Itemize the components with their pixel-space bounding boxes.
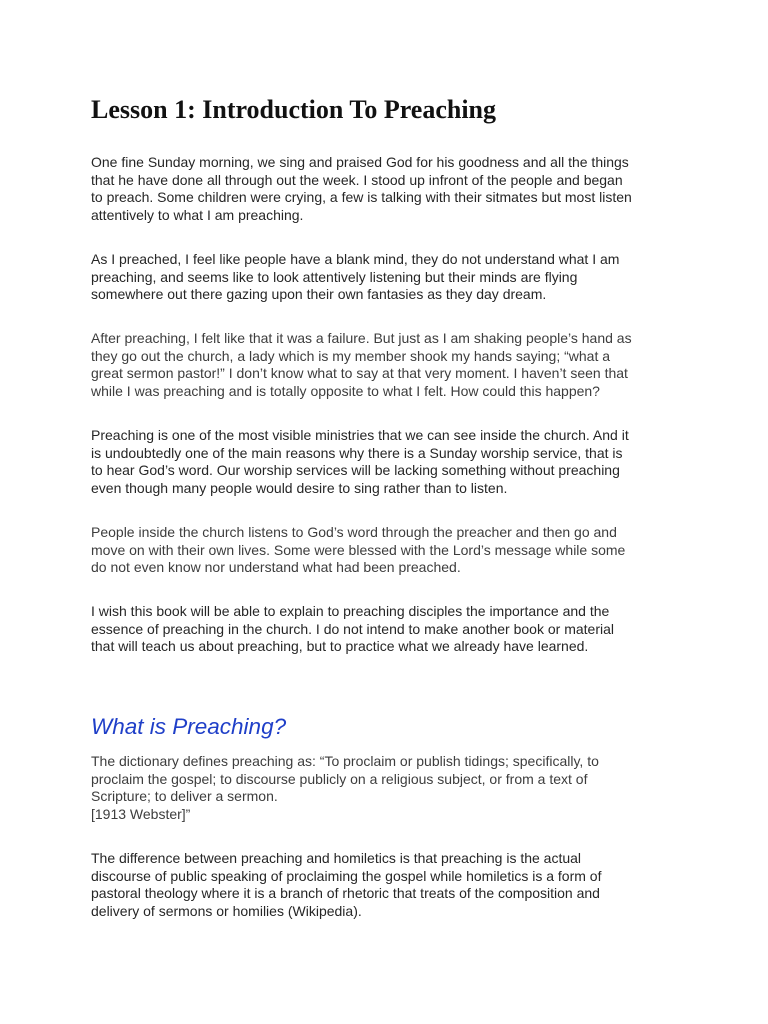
text-line: somewhere out there gazing upon their own fantasies as they day dream. [91,286,547,303]
text-line: that will teach us about preaching, but to practice what we already have learned. [91,638,589,655]
text-line: to preach. Some children were crying, a few is talking with their sitmates but most listen [91,189,632,206]
paragraph-church-listens [91,524,691,577]
text-line: [1913 Webster]” [91,806,191,823]
text-line: delivery of sermons or homilies (Wikipedia). [91,903,362,920]
text-line: One fine Sunday morning, we sing and praised God for his goodness and all the things [91,154,629,170]
text-line: great sermon pastor!” I don’t know what to say at that very moment. I haven’t seen that [91,365,628,382]
text-line: that he have done all through out the week. I stood up infront of the people and began [91,171,623,188]
paragraph-visible-ministries [91,427,691,498]
text-line: Preaching is one of the most visible ministries that we can see inside the church. And it [91,427,629,443]
text-line: even though many people would desire to sing rather than to listen. [91,480,508,497]
text-line: The difference between preaching and homiletics is that preaching is the actual [91,850,582,866]
text-line: The dictionary defines preaching as: “To proclaim or publish tidings; specifically, to [91,753,599,769]
text-line: After preaching, I felt like that it was a failure. But just as I am shaking people’s hand as [91,330,632,346]
paragraph-book-purpose [91,603,691,656]
paragraph-preaching-vs-homiletics [91,850,691,921]
text-line: attentively to what I am preaching. [91,207,304,224]
text-line: essence of preaching in the church. I do not intend to make another book or material [91,620,614,637]
paragraph-dictionary-definition [91,753,691,824]
paragraph-sunday-morning [91,154,691,225]
text-line: move on with their own lives. Some were blessed with the Lord’s message while some [91,541,626,558]
text-line: Scripture; to deliver a sermon. [91,788,278,805]
paragraph-after-preaching [91,330,691,401]
text-line: do not even know nor understand what had been preached. [91,559,461,576]
text-line: discourse of public speaking of proclaiming the gospel while homiletics is a form of [91,867,602,884]
section-heading-what-is-preaching: What is Preaching? [91,714,287,739]
text-line: People inside the church listens to God’s word through the preacher and then go and [91,524,617,540]
lesson-title: Lesson 1: Introduction To Preaching [91,95,497,124]
text-line: proclaim the gospel; to discourse publicly on a religious subject, or from a text of [91,770,588,787]
paragraph-blank-mind [91,251,691,304]
text-line: As I preached, I feel like people have a blank mind, they do not understand what I am [91,251,620,267]
text-line: they go out the church, a lady which is my member shook my hands saying; “what a [91,347,611,364]
text-line: while I was preaching and is totally opposite to what I felt. How could this happen? [91,383,600,400]
text-line: pastoral theology where it is a branch of rhetoric that treats of the composition and [91,885,600,902]
text-line: to hear God’s word. Our worship services will be lacking something without preaching [91,462,620,479]
text-line: preaching, and seems like to look attentively listening but their minds are flying [91,268,578,285]
text-line: is undoubtedly one of the main reasons why there is a Sunday worship service, that is [91,444,623,461]
text-line: I wish this book will be able to explain to preaching disciples the importance and the [91,603,610,619]
